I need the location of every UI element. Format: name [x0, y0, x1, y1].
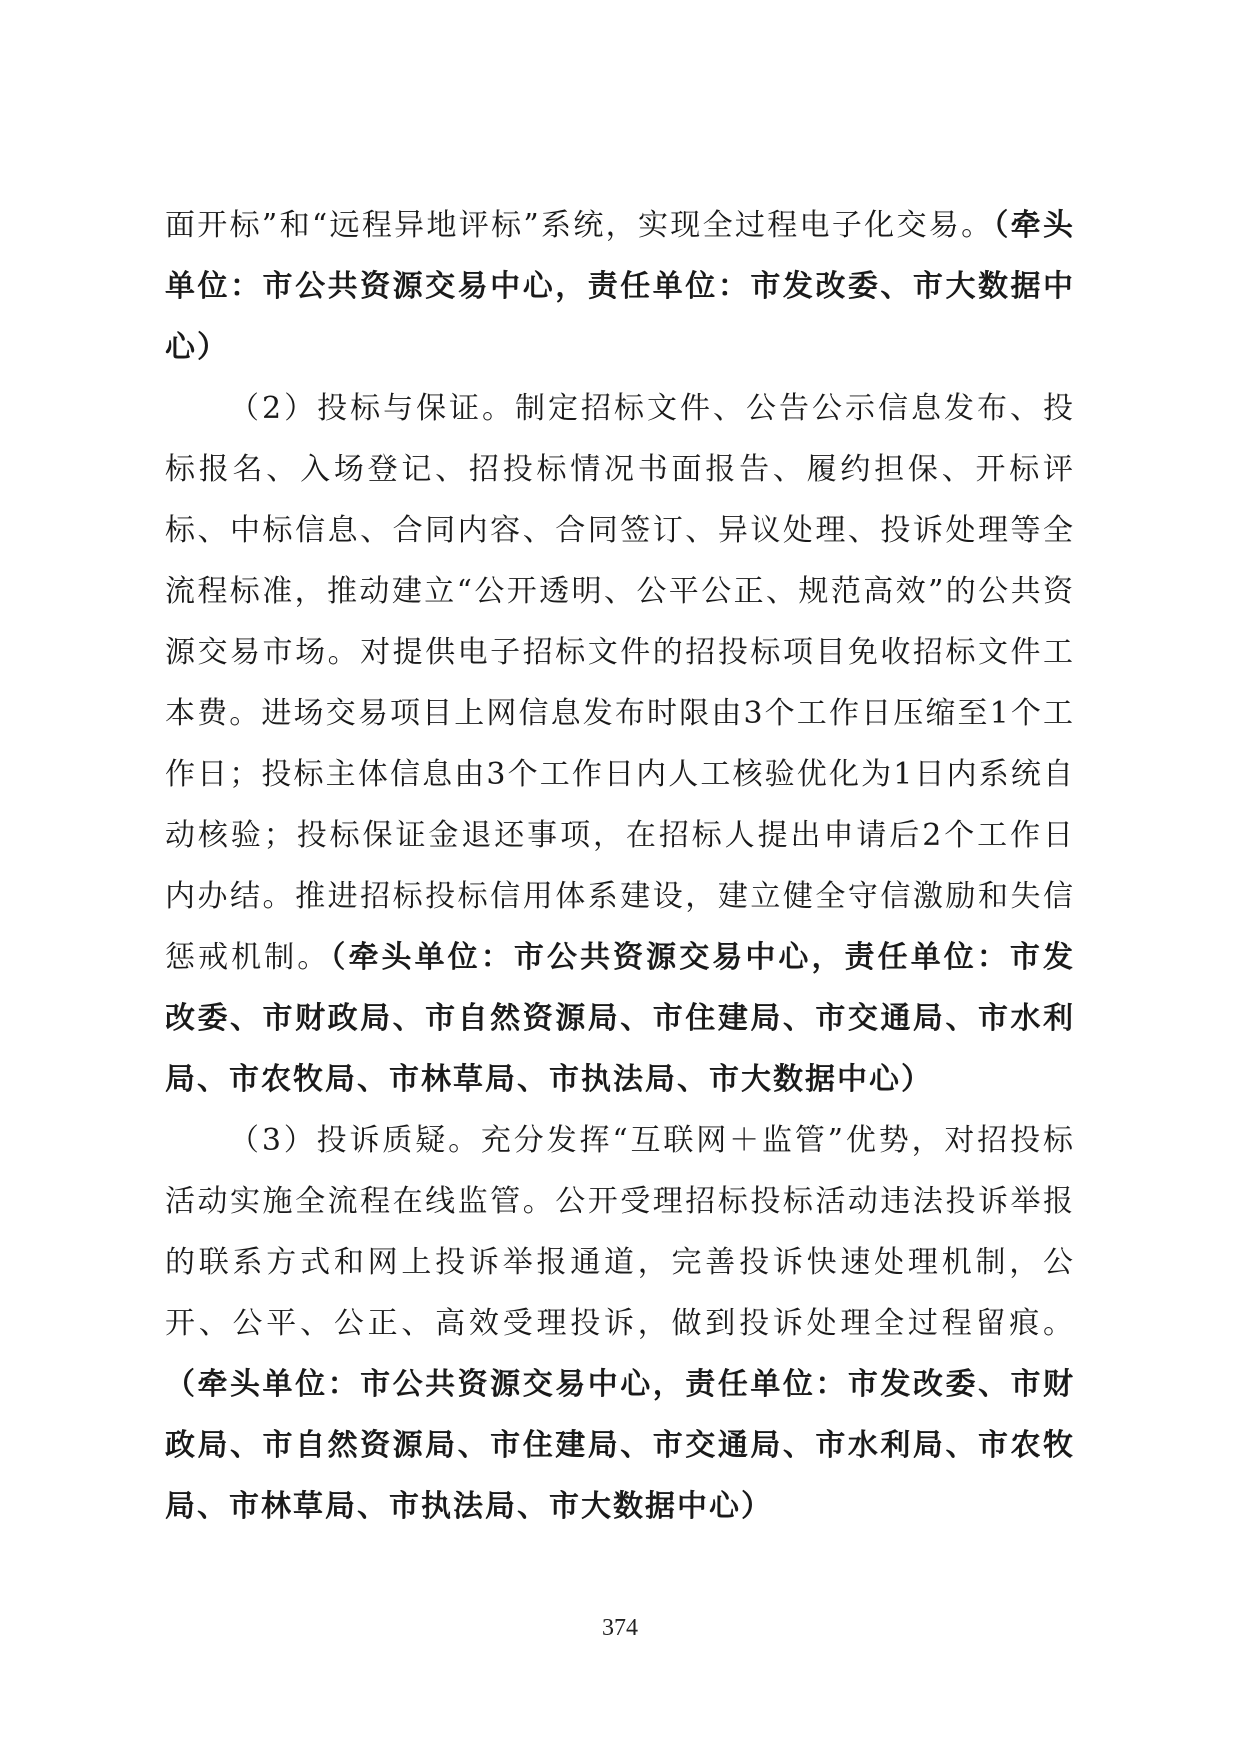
body-text — [165, 195, 1075, 1537]
paragraph-1 — [165, 195, 1075, 378]
paragraph-1-text: 面开标”和“远程异地评标”系统，实现全过程电子化交易。 — [165, 208, 994, 243]
paragraph-1-lead-units: （牵头单位：市公共资源交易中心，责任单位：市发改委、市大数据中心） — [165, 208, 1075, 365]
paragraph-3 — [165, 1110, 1075, 1537]
paragraph-2 — [165, 378, 1075, 1110]
paragraph-2-lead-units: （牵头单位：市公共资源交易中心，责任单位：市发改委、市财政局、市自然资源局、市住建局、市交通局、市水利局、市农牧局、市林草局、市执法局、市大数据中心） — [165, 940, 1076, 1097]
paragraph-3-text: （3）投诉质疑。充分发挥“互联网＋监管”优势，对招投标活动实施全流程在线监管。公开受理招标投标活动违法投诉举报的联系方式和网上投诉举报通道，完善投诉快速处理机制，公开、公平、公正、高效受理投诉，做到投诉处理全过程留痕。 — [165, 1123, 1075, 1341]
page-number: 374 — [602, 1615, 638, 1641]
paragraph-3-lead-units: （牵头单位：市公共资源交易中心，责任单位：市发改委、市财政局、市自然资源局、市住建局、市交通局、市水利局、市农牧局、市林草局、市执法局、市大数据中心） — [165, 1367, 1075, 1524]
paragraph-2-text: （2）投标与保证。制定招标文件、公告公示信息发布、投标报名、入场登记、招投标情况书面报告、履约担保、开标评标、中标信息、合同内容、合同签订、异议处理、投诉处理等全流程标准，推动建立“公开透明、公平公正、规范高效”的公共资源交易市场。对提供电子招标文件的招投标项目免收招标文件工本费。进场交易项目上网信息发布时限由3个工作日压缩至1个工作日；投标主体信息由3个工作日内人工核验优化为1日内系统自动核验；投标保证金退还事项，在招标人提出申请后2个工作日内办结。推进招标投标信用体系建设，建立健全守信激励和失信惩戒机制。 — [165, 391, 1075, 975]
